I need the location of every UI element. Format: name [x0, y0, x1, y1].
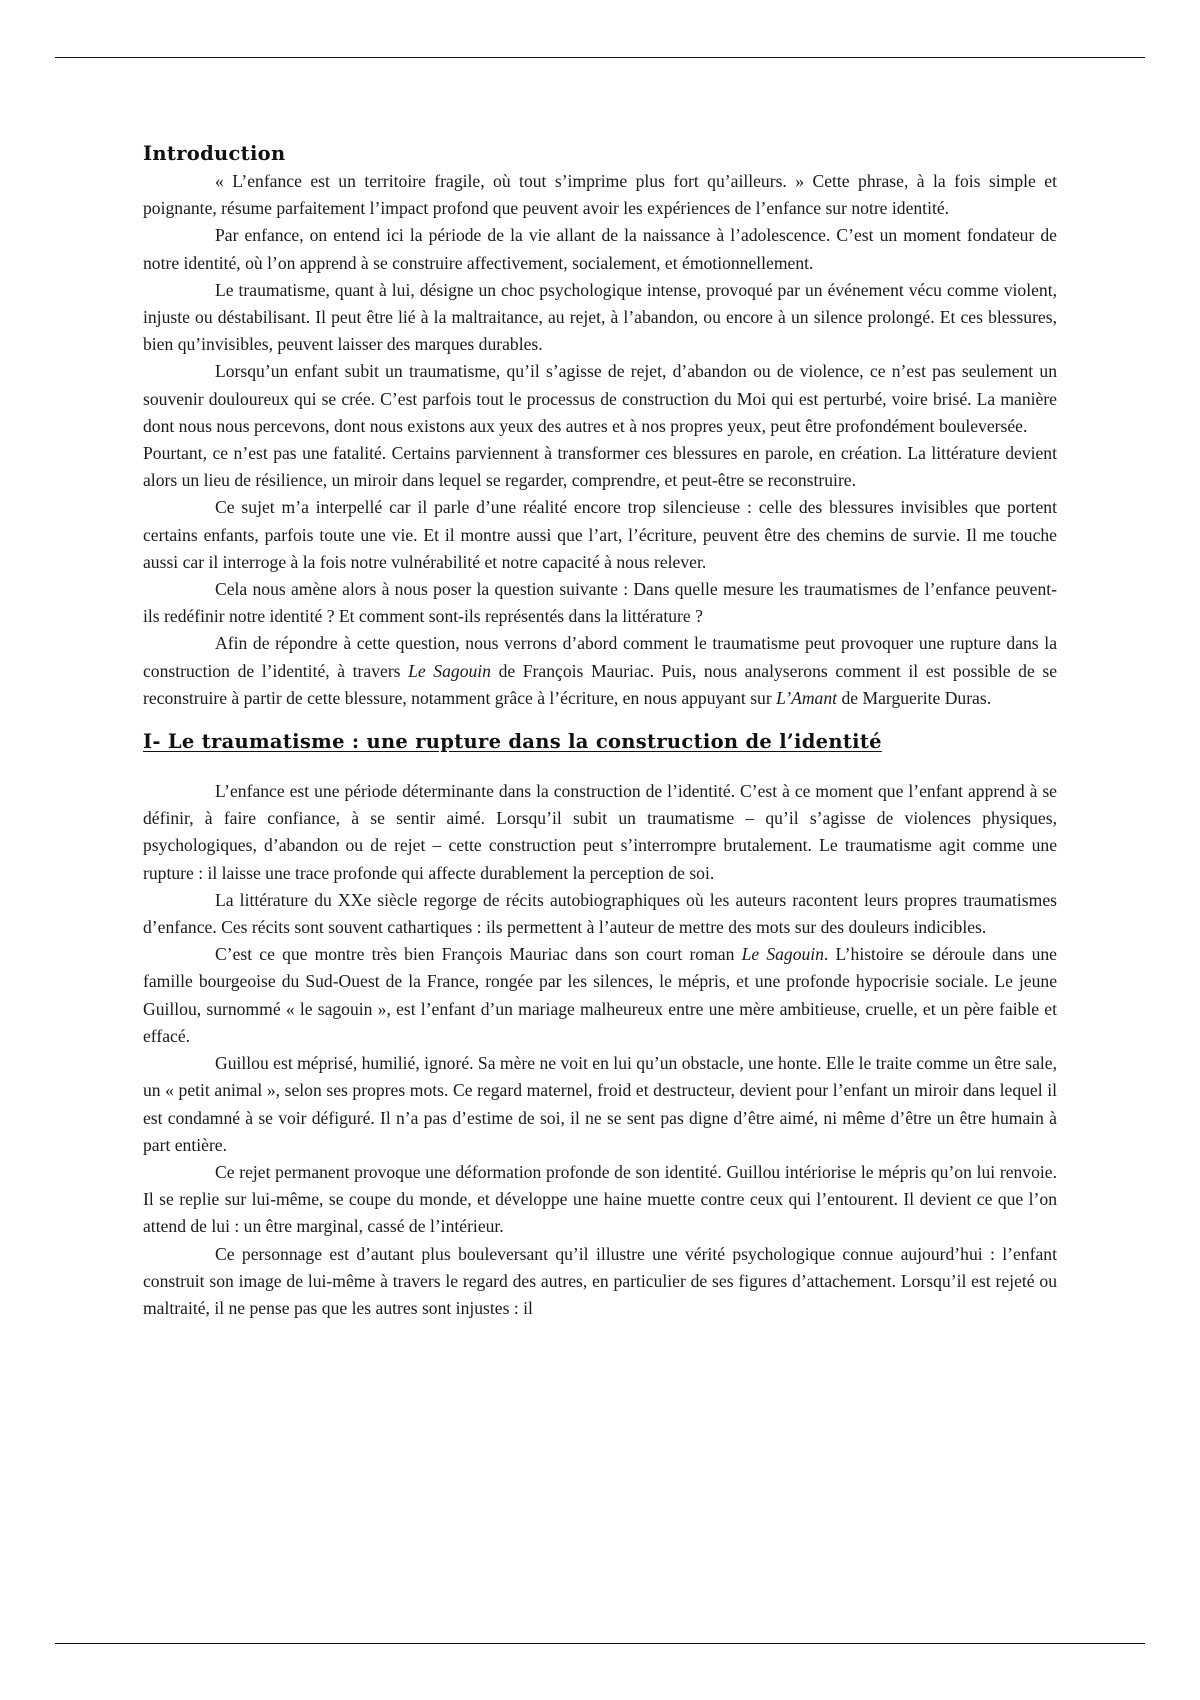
- book-title-le-sagouin-2: Le Sagouin: [741, 944, 824, 965]
- section-1-paragraph-1: L’enfance est une période déterminante dans la construction de l’identité. C’est à ce moment que l’enfant apprend à se définir, à faire confiance, à se sentir aimé. Lorsqu’il subit un traumatisme – qu’il s’agisse de violences physiques, psychologiques, d’abandon ou de rejet – cette construction peut s’interrompre brutalement. Le traumatisme agit comme une rupture : il laisse une trace profonde qui affecte durablement la perception de soi.: [143, 781, 1057, 883]
- intro-paragraph-6: Ce sujet m’a interpellé car il parle d’une réalité encore trop silencieuse : celle des blessures invisibles que portent certains enfants, parfois toute une vie. Et il montre aussi que l’art, l’écriture, peuvent être des chemins de survie. Il me touche aussi car il interroge à la fois notre vulnérabilité et notre capacité à nous relever.: [143, 497, 1057, 572]
- intro-paragraph-5: Pourtant, ce n’est pas une fatalité. Certains parviennent à transformer ces blessures en parole, en création. La littérature devient alors un lieu de résilience, un miroir dans lequel se regarder, comprendre, et peut-être se reconstruire.: [143, 443, 1057, 491]
- intro-paragraph-3: Le traumatisme, quant à lui, désigne un choc psychologique intense, provoqué par un événement vécu comme violent, injuste ou déstabilisant. Il peut être lié à la maltraitance, au rejet, à l’abandon, ou encore à un silence prolongé. Et ces blessures, bien qu’invisibles, peuvent laisser des marques durables.: [143, 279, 1057, 355]
- section-1-paragraph-6: Ce personnage est d’autant plus bouleversant qu’il illustre une vérité psychologique connue aujourd’hui : l’enfant construit son image de lui-même à travers le regard des autres, en particulier de ses figures d’attachement. Lorsqu’il est rejeté ou maltraité, il ne pense pas que les autres sont injustes : il: [143, 1243, 1057, 1318]
- footer-rule: [55, 1643, 1145, 1644]
- book-title-l-amant: L’Amant: [776, 687, 838, 708]
- intro-heading: Introduction: [143, 142, 286, 165]
- section-1-heading: I- Le traumatisme : une rupture dans la construction de l’identité: [143, 730, 882, 754]
- intro-p8-text-a: Afin de répondre à cette question, nous verrons d’abord comment le traumatisme peut provoquer une rupture dans la construction de l’identité, à travers: [143, 633, 1057, 681]
- section-1-paragraph-2: La littérature du XXe siècle regorge de récits autobiographiques où les auteurs racontent leurs propres traumatismes d’enfance. Ces récits sont souvent cathartiques : ils permettent à l’auteur de mettre des mots sur des douleurs indicibles.: [143, 889, 1057, 938]
- intro-paragraph-1: « L’enfance est un territoire fragile, où tout s’imprime plus fort qu’ailleurs. » Cette phrase, à la fois simple et poignante, résume parfaitement l’impact profond que peuvent avoir les expériences de l’enfance sur notre identité.: [143, 171, 1057, 219]
- intro-paragraph-4: Lorsqu’un enfant subit un traumatisme, qu’il s’agisse de rejet, d’abandon ou de violence, ce n’est pas seulement un souvenir douloureux qui se crée. C’est parfois tout le processus de construction du Moi qui est perturbé, voire brisé. La manière dont nous nous percevons, dont nous existons aux yeux des autres et à nos propres yeux, peut être profondément bouleversée.: [143, 361, 1057, 436]
- book-title-le-sagouin: Le Sagouin: [408, 660, 491, 681]
- s1-p3-text-b: . L’histoire se déroule dans une famille bourgeoise du Sud-Ouest de la France, rongée par les silences, le mépris, et une profonde hypocrisie sociale. Le jeune Guillou, surnommé « le sagouin », est l’enfant d’un mariage malheureux entre une mère ambitieuse, cruelle, et un père faible et effacé.: [143, 944, 1057, 1046]
- intro-paragraph-7: Cela nous amène alors à nous poser la question suivante : Dans quelle mesure les traumatismes de l’enfance peuvent-ils redéfinir notre identité ? Et comment sont-ils représentés dans la littérature ?: [143, 579, 1057, 627]
- section-1-paragraph-3: [143, 941, 1057, 1050]
- intro-paragraph-2: Par enfance, on entend ici la période de la vie allant de la naissance à l’adolescence. C’est un moment fondateur de notre identité, où l’on apprend à se construire affectivement, socialement, et émotionnellement.: [143, 225, 1057, 273]
- intro-paragraph-8: [143, 630, 1057, 712]
- section-1-paragraph-5: Ce rejet permanent provoque une déformation profonde de son identité. Guillou intériorise le mépris qu’on lui renvoie. Il se replie sur lui-même, se coupe du monde, et développe une haine muette contre ceux qui l’entourent. Il devient ce que l’on attend de lui : un être marginal, cassé de l’intérieur.: [143, 1161, 1057, 1237]
- section-1-paragraph-4: Guillou est méprisé, humilié, ignoré. Sa mère ne voit en lui qu’un obstacle, une honte. Elle le traite comme un être sale, un « petit animal », selon ses propres mots. Ce regard maternel, froid et destructeur, devient pour l’enfant un miroir dans lequel il est condamné à se voir défiguré. Il n’a pas d’estime de soi, il ne se sent pas digne d’être aimé, ni même d’être un être humain à part entière.: [143, 1053, 1057, 1155]
- intro-p8-text-b: de François Mauriac. Puis, nous analyserons comment il est possible de se reconstruire à partir de cette blessure, notamment grâce à l’écriture, en nous appuyant sur: [143, 660, 1058, 708]
- intro-p8-text-c: de Marguerite Duras.: [837, 687, 992, 708]
- document-page: [143, 140, 1057, 1322]
- header-rule: [55, 57, 1145, 58]
- s1-p3-text-a: C’est ce que montre très bien François Mauriac dans son court roman: [215, 944, 742, 965]
